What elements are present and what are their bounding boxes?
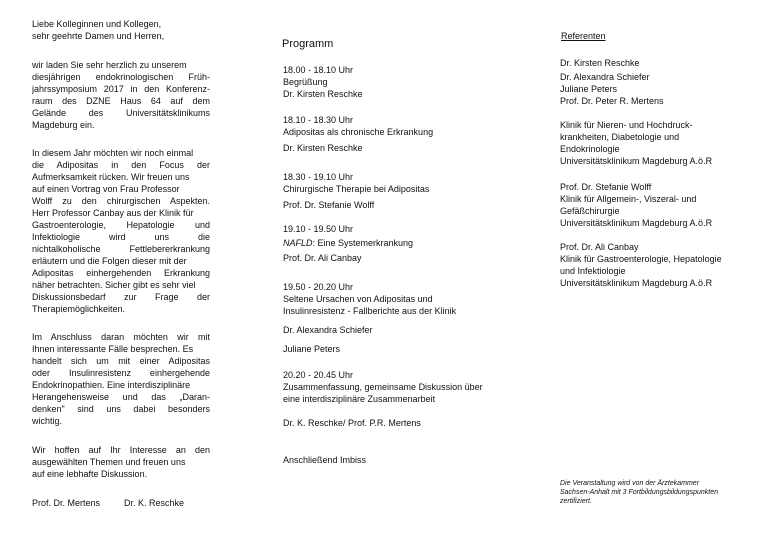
p4-line: Wir hoffen auf Ihr Interesse an den bbox=[32, 445, 210, 455]
p2-line: Aufmerksamkeit rücken. Wir freuen uns bbox=[32, 172, 190, 182]
p2-line: In diesem Jahr möchten wir noch einmal bbox=[32, 148, 194, 158]
p3-line: wichtig. bbox=[32, 416, 63, 426]
p1-line: Magdeburg ein. bbox=[32, 120, 95, 130]
p2-line: Adipositas einhergehenden Erkrankung bbox=[32, 268, 210, 278]
program-time: 18.10 - 18.30 Uhr bbox=[283, 115, 354, 125]
p1-line: diesjährigen endokrinologischen Früh- bbox=[32, 72, 210, 82]
certification-note: Sachsen-Anhalt mit 3 Fortbildungsbildungspunkten bbox=[560, 489, 718, 496]
program-time: 18.30 - 19.10 Uhr bbox=[283, 172, 354, 182]
program-time: 19.10 - 19.50 Uhr bbox=[283, 224, 354, 234]
speakers-column bbox=[540, 0, 780, 540]
greeting-line-1: Liebe Kolleginnen und Kollegen, bbox=[32, 19, 162, 29]
letter-column bbox=[0, 0, 240, 540]
clinic-line: krankheiten, Diabetologie und bbox=[560, 132, 680, 142]
p2-line: Gastroenterologie, Hepatologie und bbox=[32, 220, 210, 230]
program-speaker: Prof. Dr. Ali Canbay bbox=[283, 253, 362, 263]
p2-line: Herr Professor Canbay aus der Klinik für bbox=[32, 208, 194, 218]
p3-line: oder Insulinresistenz einhergehende bbox=[32, 368, 210, 378]
program-topic: eine interdisziplinäre Zusammenarbeit bbox=[283, 394, 436, 404]
p3-line: handelt sich um mit einer Adipositas bbox=[32, 356, 210, 366]
signature-left: Prof. Dr. Mertens bbox=[32, 498, 101, 508]
clinic-line: Universitätsklinikum Magdeburg A.ö.R bbox=[560, 278, 713, 288]
p2-line: Diskussionsbedarf zur Frage der bbox=[32, 292, 210, 302]
program-topic: Begrüßung bbox=[283, 77, 328, 87]
p4-line: ausgewählten Themen und freuen uns bbox=[32, 457, 186, 467]
program-speaker: Juliane Peters bbox=[283, 344, 341, 354]
program-speaker: Dr. Alexandra Schiefer bbox=[283, 325, 373, 335]
p3-line: Endokrinopathien. Eine interdisziplinäre bbox=[32, 380, 191, 390]
clinic-line: Gefäßchirurgie bbox=[560, 206, 620, 216]
clinic-line: Endokrinologie bbox=[560, 144, 620, 154]
program-closing: Anschließend Imbiss bbox=[283, 455, 367, 465]
clinic-line: Universitätsklinikum Magdeburg A.ö.R bbox=[560, 218, 713, 228]
p2-line: Infektiologie wird uns die bbox=[32, 232, 210, 242]
p4-line: auf eine lebhafte Diskussion. bbox=[32, 469, 148, 479]
program-topic: Zusammenfassung, gemeinsame Diskussion über bbox=[283, 382, 483, 392]
p3-line: Im Anschluss daran möchten wir mit bbox=[32, 332, 210, 342]
speaker-line: Prof. Dr. Peter R. Mertens bbox=[560, 96, 664, 106]
program-topic: Chirurgische Therapie bei Adipositas bbox=[283, 184, 430, 194]
p3-line: Ihnen interessante Fälle besprechen. Es bbox=[32, 344, 194, 354]
nafld-rest: : Eine Systemerkrankung bbox=[312, 238, 414, 248]
p2-line: Wolff zu den chirurgischen Aspekten. bbox=[32, 196, 210, 206]
p2-line: erläutern und die Folgen dieser mit der bbox=[32, 256, 187, 266]
p2-line: näher betrachten. Sicher gibt es sehr viel bbox=[32, 280, 196, 290]
certification-note: zertifiziert. bbox=[560, 498, 592, 505]
p1-line: Gelände des Universitätsklinikums bbox=[32, 108, 210, 118]
program-speaker: Prof. Dr. Stefanie Wolff bbox=[283, 200, 375, 210]
program-speaker: Dr. Kirsten Reschke bbox=[283, 143, 363, 153]
program-topic: Adipositas als chronische Erkrankung bbox=[283, 127, 434, 137]
program-speaker: Dr. K. Reschke/ Prof. P.R. Mertens bbox=[283, 418, 421, 428]
certification-note: Die Veranstaltung wird von der Ärztekammer bbox=[560, 480, 700, 487]
p1-line: raum des DZNE Haus 64 auf dem bbox=[32, 96, 210, 106]
clinic-line: Universitätsklinikum Magdeburg A.ö.R bbox=[560, 156, 713, 166]
program-title: Programm bbox=[282, 38, 334, 50]
program-topic: Insulinresistenz - Fallberichte aus der Klinik bbox=[283, 306, 457, 316]
nafld-term: NAFLD bbox=[283, 238, 313, 248]
speakers-title: Referenten bbox=[561, 31, 606, 41]
clinic-line: und Infektiologie bbox=[560, 266, 626, 276]
program-topic: Seltene Ursachen von Adipositas und bbox=[283, 294, 433, 304]
clinic-line: Klinik für Gastroenterologie, Hepatologie bbox=[560, 254, 722, 264]
speaker-line: Dr. Kirsten Reschke bbox=[560, 58, 640, 68]
program-column bbox=[270, 0, 520, 540]
greeting-line-2: sehr geehrte Damen und Herren, bbox=[32, 31, 165, 41]
clinic-line: Klinik für Nieren- und Hochdruck- bbox=[560, 120, 693, 130]
signature-right: Dr. K. Reschke bbox=[124, 498, 185, 508]
p2-line: nichtalkoholische Fettlebererkrankung bbox=[32, 244, 210, 254]
program-time: 20.20 - 20.45 Uhr bbox=[283, 370, 354, 380]
p1-line: jahrssymposium 2017 in den Konferenz- bbox=[32, 84, 210, 94]
program-speaker: Dr. Kirsten Reschke bbox=[283, 89, 363, 99]
program-time: 19.50 - 20.20 Uhr bbox=[283, 282, 354, 292]
p1-line: wir laden Sie sehr herzlich zu unserem bbox=[32, 60, 187, 70]
speaker-line: Juliane Peters bbox=[560, 84, 618, 94]
speaker-line: Prof. Dr. Stefanie Wolff bbox=[560, 182, 652, 192]
p2-line: die Adipositas in den Focus der bbox=[32, 160, 210, 170]
speaker-line: Dr. Alexandra Schiefer bbox=[560, 72, 650, 82]
speaker-line: Prof. Dr. Ali Canbay bbox=[560, 242, 639, 252]
program-time: 18.00 - 18.10 Uhr bbox=[283, 65, 354, 75]
clinic-line: Klinik für Allgemein-, Viszeral- und bbox=[560, 194, 697, 204]
p2-line: auf einen Vortrag von Frau Professor bbox=[32, 184, 180, 194]
p2-line: Therapiemöglichkeiten. bbox=[32, 304, 126, 314]
p3-line: Herangehensweise und das „Daran- bbox=[32, 392, 210, 402]
program-topic bbox=[283, 237, 413, 249]
p3-line: denken" sind uns dabei besonders bbox=[32, 404, 210, 414]
